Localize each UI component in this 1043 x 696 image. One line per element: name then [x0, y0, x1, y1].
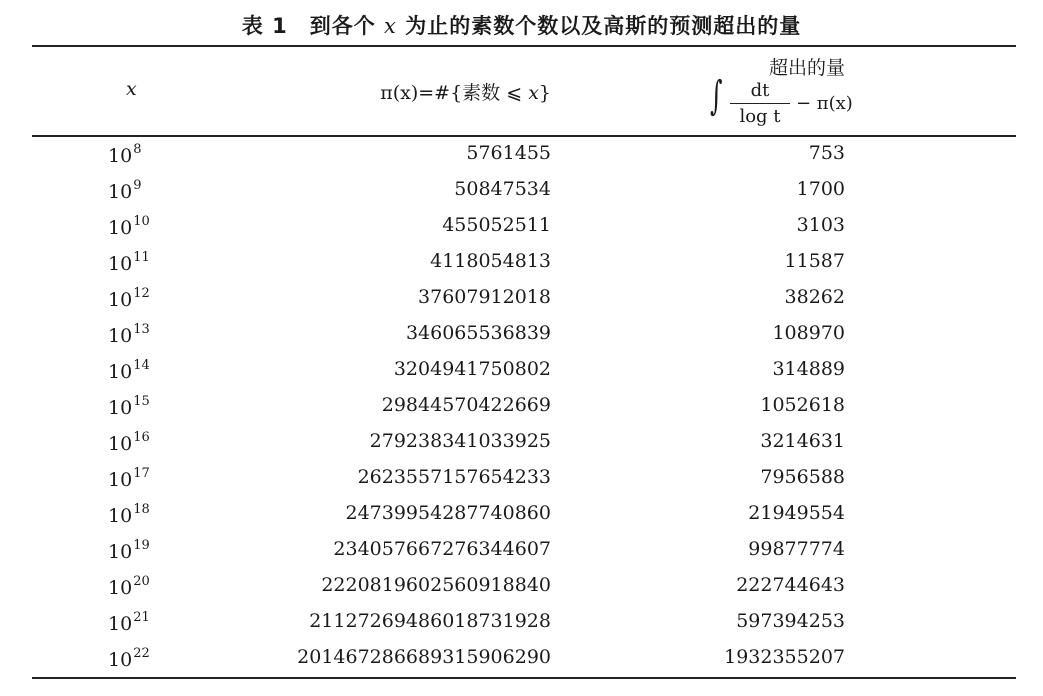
cell-x: [108, 466, 150, 491]
cell-excess: 1700: [796, 178, 845, 200]
cell-excess: 1052618: [760, 394, 845, 416]
cell-x: [108, 214, 150, 239]
cell-prime-count: 201467286689315906290: [297, 646, 551, 668]
cell-x: [108, 394, 150, 419]
table-row: [0, 466, 1043, 502]
integral-sign: ∫: [710, 73, 723, 119]
table-row: [0, 322, 1043, 358]
header-rule: [32, 135, 1016, 137]
fraction-numerator: dt: [750, 80, 770, 101]
header-excess-title: 超出的量: [768, 57, 845, 79]
cell-prime-count: 5761455: [466, 142, 551, 164]
cell-excess: 99877774: [748, 538, 845, 560]
cell-x-base: 10: [108, 217, 133, 239]
cell-x-exponent: 16: [133, 430, 150, 445]
cell-x: [108, 430, 150, 455]
cell-x-base: 10: [108, 397, 133, 419]
cell-prime-count: 24739954287740860: [345, 502, 551, 524]
header-prime-count: [380, 78, 551, 105]
cell-prime-count: 2220819602560918840: [321, 574, 551, 596]
cell-x: [108, 178, 141, 203]
cell-x-exponent: 18: [133, 502, 150, 517]
table-row: [0, 502, 1043, 538]
header-prime-count-prefix: π(x)=#{素数 ⩽: [380, 82, 529, 104]
table-row: [0, 358, 1043, 394]
top-rule: [32, 45, 1016, 47]
cell-prime-count: 3204941750802: [393, 358, 551, 380]
cell-x-exponent: 21: [133, 610, 150, 625]
cell-x: [108, 286, 150, 311]
cell-excess: 3214631: [760, 430, 845, 452]
cell-x-exponent: 17: [133, 466, 150, 481]
table-row: [0, 214, 1043, 250]
cell-x: [108, 574, 150, 599]
formula-tail: − π(x): [796, 93, 853, 114]
cell-x-exponent: 9: [133, 178, 142, 193]
caption-text-pre: 到各个: [309, 14, 385, 38]
cell-x-exponent: 19: [133, 538, 150, 553]
cell-x-base: 10: [108, 469, 133, 491]
cell-prime-count: 37607912018: [418, 286, 551, 308]
cell-x: [108, 502, 150, 527]
cell-prime-count: 234057667276344607: [333, 538, 551, 560]
cell-excess: 1932355207: [724, 646, 845, 668]
table-row: [0, 142, 1043, 178]
cell-x-exponent: 10: [133, 214, 150, 229]
fraction: [730, 80, 790, 128]
cell-excess: 597394253: [736, 610, 845, 632]
table-row: [0, 574, 1043, 610]
cell-excess: 314889: [772, 358, 845, 380]
cell-excess: 753: [808, 142, 845, 164]
cell-excess: 38262: [784, 286, 845, 308]
cell-excess: 3103: [796, 214, 845, 236]
cell-x-exponent: 8: [133, 142, 142, 157]
cell-prime-count: 279238341033925: [369, 430, 551, 452]
table-row: [0, 430, 1043, 466]
cell-x: [108, 646, 150, 671]
cell-x-base: 10: [108, 541, 133, 563]
cell-prime-count: 50847534: [454, 178, 551, 200]
table-row: [0, 250, 1043, 286]
cell-x-base: 10: [108, 433, 133, 455]
fraction-denominator: log t: [739, 106, 781, 128]
cell-x-exponent: 12: [133, 286, 150, 301]
table-row: [0, 286, 1043, 322]
caption-variable: x: [384, 14, 397, 38]
cell-prime-count: 4118054813: [430, 250, 551, 272]
cell-x-base: 10: [108, 577, 133, 599]
table-row: [0, 394, 1043, 430]
header-x: x: [126, 78, 137, 100]
cell-x: [108, 250, 150, 275]
cell-x-base: 10: [108, 253, 133, 275]
fraction-bar: [730, 103, 790, 104]
table-caption: [0, 10, 1043, 40]
cell-excess: 11587: [784, 250, 845, 272]
cell-x-exponent: 11: [133, 250, 150, 265]
cell-prime-count: 29844570422669: [381, 394, 551, 416]
cell-x-base: 10: [108, 613, 133, 635]
header-prime-count-var: x: [528, 82, 539, 104]
cell-x: [108, 610, 150, 635]
cell-prime-count: 455052511: [442, 214, 551, 236]
cell-x: [108, 322, 150, 347]
cell-x-base: 10: [108, 505, 133, 527]
cell-x-exponent: 20: [133, 574, 150, 589]
cell-x-base: 10: [108, 325, 133, 347]
cell-x-base: 10: [108, 361, 133, 383]
cell-x-exponent: 22: [133, 646, 150, 661]
cell-x-base: 10: [108, 289, 133, 311]
table-row: [0, 178, 1043, 214]
cell-x: [108, 358, 150, 383]
cell-excess: 21949554: [748, 502, 845, 524]
cell-x: [108, 538, 150, 563]
header-prime-count-suffix: }: [538, 82, 551, 104]
cell-prime-count: 346065536839: [405, 322, 551, 344]
cell-excess: 222744643: [736, 574, 845, 596]
cell-x-base: 10: [108, 181, 133, 203]
cell-x-base: 10: [108, 145, 133, 167]
cell-prime-count: 2623557157654233: [357, 466, 551, 488]
cell-x-exponent: 15: [133, 394, 150, 409]
cell-x-exponent: 14: [133, 358, 150, 373]
cell-excess: 7956588: [760, 466, 845, 488]
table-row: [0, 538, 1043, 574]
bottom-rule: [32, 677, 1016, 679]
cell-x: [108, 142, 141, 167]
cell-excess: 108970: [772, 322, 845, 344]
cell-x-base: 10: [108, 649, 133, 671]
table-row: [0, 610, 1043, 646]
cell-x-exponent: 13: [133, 322, 150, 337]
caption-text-post: 为止的素数个数以及高斯的预测超出的量: [396, 14, 802, 38]
caption-label: 表 1: [241, 14, 288, 38]
header-excess-formula: [710, 73, 853, 132]
cell-prime-count: 21127269486018731928: [309, 610, 551, 632]
